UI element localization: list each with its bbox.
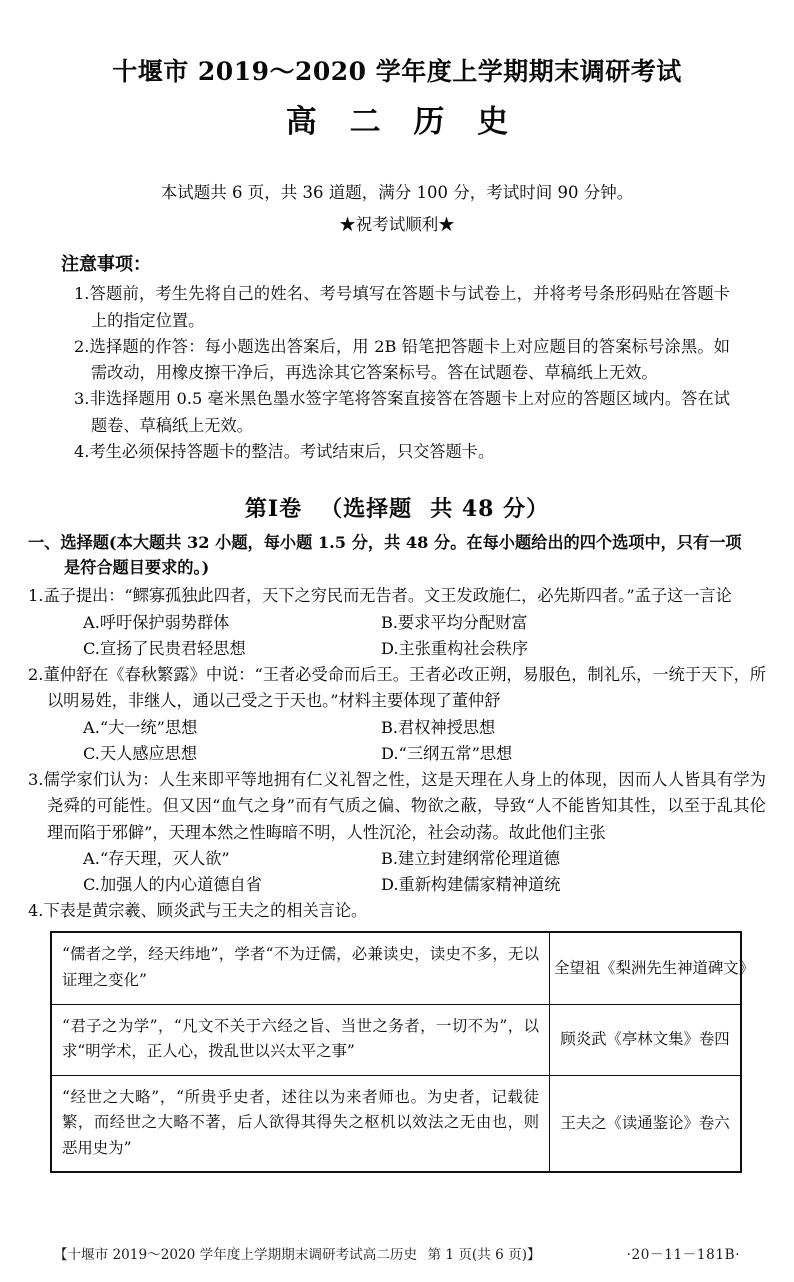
question-2	[28, 662, 766, 767]
option-b[interactable]: B.君权神授思想	[381, 717, 496, 737]
section-heading-part1: 第Ⅰ卷	[244, 495, 303, 522]
big-question-intro	[28, 530, 766, 582]
notice-list	[28, 281, 766, 465]
question-3	[28, 767, 766, 898]
question-options-row	[28, 872, 766, 898]
quote-cell: “儒者之学，经天纬地”，学者“不为迂儒，必兼读史，读史不多，无以证理之变化”	[51, 932, 550, 1004]
exam-page	[0, 56, 794, 1282]
page-footer	[0, 1243, 794, 1263]
table-row	[51, 932, 741, 1004]
footer-page-number: 第 1 页(共 6 页)】	[427, 1247, 541, 1263]
quote-table	[50, 931, 755, 1173]
option-d[interactable]: D.“三纲五常”思想	[381, 743, 513, 763]
option-d[interactable]: D.主张重构社会秩序	[381, 638, 529, 658]
question-4	[28, 898, 766, 924]
section-heading-part2: （选择题	[320, 495, 413, 522]
subject-title: 高 二 历 史	[285, 104, 520, 141]
exam-wish-line: ★祝考试顺利★	[339, 215, 455, 235]
notice-item: 4.考生必须保持答题卡的整洁。考试结束后，只交答题卡。	[74, 441, 495, 461]
question-options-row	[28, 636, 766, 662]
footer-exam-name: 【十堰市 2019～2020 学年度上学期期末调研考试高二历史	[53, 1247, 418, 1263]
footer-exam-label	[54, 1243, 541, 1263]
page-title: 十堰市 2019～2020 学年度上学期期末调研考试	[112, 57, 682, 86]
question-stem: 3.儒学家们认为：人生来即平等地拥有仁义礼智之性，这是天理在人身上的体现，因而人人皆具有学为尧舜的可能性。但又因“血气之身”而有气质之偏、物欲之蔽，导致“人不能皆知其性，以至于乱其伦理而陷于邪僻”，天理本然之性晦暗不明，人性沉沦，社会动荡。故此他们主张	[28, 770, 766, 842]
big-question-intro-line1: 一、选择题(本大题共 32 小题，每小题 1.5 分，共 48 分。在每小题给出的四个选项中，只有一项	[28, 532, 742, 552]
option-d[interactable]: D.重新构建儒家精神道统	[381, 874, 561, 894]
table-row	[51, 1004, 741, 1075]
notice-item: 3.非选择题用 0.5 毫米黑色墨水签字笔将答案直接答在答题卡上对应的答题区域内。答在试题卷、草稿纸上无效。	[74, 389, 730, 435]
option-a[interactable]: A.“大一统”思想	[83, 717, 198, 737]
notice-heading: 注意事项：	[61, 254, 151, 276]
option-b[interactable]: B.要求平均分配财富	[381, 612, 528, 632]
section-heading-part3: 共 48 分）	[430, 495, 550, 522]
source-cell: 全望祖《梨洲先生神道碑文》	[550, 932, 742, 1004]
question-stem: 2.董仲舒在《春秋繁露》中说：“王者必受命而后王。王者必改正朔，易服色，制礼乐，一统于天下，所以明易姓，非继人，通以己受之于天也。”材料主要体现了董仲舒	[28, 665, 766, 711]
option-c[interactable]: C.天人感应思想	[83, 743, 198, 763]
spacer	[417, 1247, 427, 1263]
footer-paper-code: ·20－11－181B·	[626, 1247, 741, 1263]
option-c[interactable]: C.加强人的内心道德自省	[83, 874, 262, 894]
source-cell: 王夫之《读通鉴论》卷六	[550, 1075, 742, 1172]
option-c[interactable]: C.宣扬了民贵君轻思想	[83, 638, 246, 658]
question-stem: 4.下表是黄宗羲、顾炎武与王夫之的相关言论。	[28, 901, 368, 921]
option-a[interactable]: A.“存天理，灭人欲”	[83, 848, 230, 868]
quote-cell: “君子之为学”，“凡文不关于六经之旨、当世之务者，一切不为”，以求“明学术，正人心，拨乱世以兴太平之事”	[51, 1004, 550, 1075]
question-options-row	[28, 741, 766, 767]
question-stem: 1.孟子提出：“鳏寡孤独此四者，天下之穷民而无告者。文王发政施仁，必先斯四者。”孟子这一言论	[28, 586, 732, 606]
notice-item: 1.答题前，考生先将自己的姓名、考号填写在答题卡与试卷上，并将考号条形码贴在答题卡上的指定位置。	[74, 284, 730, 330]
exam-meta-line: 本试题共 6 页，共 36 道题，满分 100 分，考试时间 90 分钟。	[160, 183, 634, 202]
big-question-intro-line2: 是符合题目要求的。)	[64, 558, 210, 578]
question-options-row	[28, 610, 766, 636]
option-b[interactable]: B.建立封建纲常伦理道德	[381, 848, 560, 868]
table-row	[51, 1075, 741, 1172]
question-options-row	[28, 846, 766, 872]
section-heading	[28, 495, 766, 524]
quote-cell: “经世之大略”，“所贵乎史者，述往以为来者师也。为史者，记载徒繁，而经世之大略不著，后人欲得其得失之枢机以效法之无由也，则恶用史为”	[51, 1075, 550, 1172]
question-options-row	[28, 715, 766, 741]
notice-item: 2.选择题的作答：每小题选出答案后，用 2B 铅笔把答题卡上对应题目的答案标号涂黑。如需改动，用橡皮擦干净后，再选涂其它答案标号。答在试题卷、草稿纸上无效。	[74, 336, 730, 383]
source-cell: 顾炎武《亭林文集》卷四	[550, 1004, 742, 1075]
question-1	[28, 583, 766, 662]
option-a[interactable]: A.呼吁保护弱势群体	[83, 612, 230, 632]
